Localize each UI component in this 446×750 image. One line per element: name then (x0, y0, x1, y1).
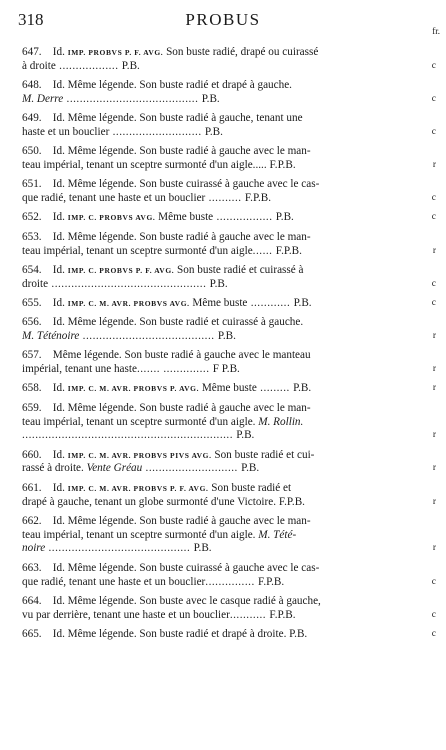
rarity-mark: c (431, 609, 436, 620)
entry-line (22, 79, 418, 93)
entry-number: 647. (22, 46, 53, 58)
entry-text: Id. (52, 211, 68, 224)
entry-line (22, 562, 418, 576)
rarity-mark: c (431, 93, 436, 104)
leader-dots: ........................... (109, 125, 205, 138)
leader-dots: ...... (252, 244, 276, 257)
entry-number: 653. (22, 230, 53, 243)
entry-text: P.B. (293, 296, 312, 309)
entry-text: F.P.B. (278, 495, 305, 508)
entry-number: 652. (22, 211, 53, 224)
coin-entry (22, 211, 436, 225)
coin-entry (22, 316, 436, 344)
leader-dots: ........................................ (63, 92, 202, 105)
coin-entry (22, 401, 436, 443)
entry-line (22, 609, 418, 623)
rarity-mark: c (431, 60, 436, 71)
entry-line (22, 576, 418, 590)
entry-text: F.P.B. (269, 159, 296, 172)
entry-text: P.B. (236, 429, 255, 442)
leader-dots: ............................................... (48, 277, 210, 290)
leader-dots: ........................................ (79, 330, 218, 343)
rarity-mark: r (432, 383, 436, 394)
entry-line (22, 297, 418, 311)
rarity-mark: c (431, 297, 436, 308)
entry-text: Id. Même légende. Son buste radié et cuirassé à gauche. (52, 316, 304, 329)
entry-text: Même buste (189, 296, 248, 309)
entry-text: Même buste (199, 382, 257, 395)
leader-dots: ........................................... (45, 542, 194, 555)
page-number: 318 (18, 10, 44, 29)
entry-line (22, 382, 418, 396)
entry-line (22, 529, 418, 543)
entry-line (22, 416, 418, 430)
entry-line (22, 628, 418, 642)
entry-line (22, 482, 418, 496)
rarity-mark: r (432, 245, 436, 256)
entry-line (22, 515, 418, 529)
entry-text: Id. Même légende. Son buste avec le casque radié à gauche, (52, 594, 321, 607)
entry-text: que radié, tenant une haste et un bouclier (22, 575, 206, 588)
entry-number: 650. (22, 145, 53, 158)
coin-entry (22, 627, 436, 642)
entry-number: 663. (22, 561, 53, 574)
entry-line (22, 402, 418, 416)
rarity-mark: r (432, 331, 436, 342)
entry-number: 649. (22, 112, 53, 125)
entry-text: teau impérial, tenant un sceptre surmonté d'un aigle (22, 244, 253, 257)
entry-line (22, 542, 418, 556)
leader-dots: .......... (205, 192, 245, 205)
provenance-text: M. Téténoire (22, 330, 80, 343)
entry-number: 660. (22, 448, 53, 461)
legend-text: IMP. C. M. AVR. PROBVS PIVS AVG. (67, 450, 212, 460)
entry-line (22, 245, 418, 259)
entry-text: impérial, tenant une haste (22, 363, 137, 376)
legend-text: IMP. C. M. AVR. PROBVS P. F. AVG. (67, 483, 209, 493)
entry-text: teau impérial, tenant un sceptre surmonté d'un aigle. (22, 415, 259, 428)
coin-entry (22, 79, 436, 107)
rarity-mark: r (432, 543, 436, 554)
entry-text: Id. Même légende. Son buste radié à gauche avec le man- (52, 514, 311, 527)
entry-number: 657. (22, 349, 53, 362)
entry-text: P.B. (209, 277, 228, 290)
entry-line (22, 316, 418, 330)
entry-line (22, 595, 418, 609)
coin-list (22, 46, 436, 647)
entry-text: Id. (52, 448, 68, 461)
entry-line (22, 429, 418, 443)
entry-text: Son buste radié et cuirassé à (174, 263, 304, 276)
leader-dots: ............ (247, 296, 294, 309)
provenance-text: Vente Gréau (86, 462, 143, 475)
entry-number: 655. (22, 296, 53, 309)
coin-entry (22, 382, 436, 396)
entry-number: 661. (22, 481, 53, 494)
entry-text: F.P.B. (244, 192, 272, 205)
entry-text: P.B. (241, 462, 260, 475)
entry-number: 651. (22, 178, 53, 191)
legend-text: IMP. C. M. AVR. PROBVS AVG. (67, 298, 190, 308)
entry-text: teau impérial, tenant un sceptre surmonté d'un aigle..... (22, 159, 270, 172)
coin-entry (22, 349, 436, 377)
entry-text: Id. (52, 46, 68, 58)
entry-line (22, 449, 418, 463)
entry-text: Id. Même légende. Son buste radié et drapé à droite. P.B. (52, 627, 308, 640)
leader-dots: ....... .............. (136, 363, 213, 376)
rarity-mark: r (432, 496, 436, 507)
entry-line (22, 496, 418, 510)
page-title: PROBUS (185, 10, 261, 29)
entry-line (22, 363, 418, 377)
entry-number: 656. (22, 316, 53, 329)
legend-text: IMP. C. PROBVS P. F. AVG. (67, 265, 175, 275)
provenance-text: M. Derre (22, 92, 64, 105)
entry-number: 662. (22, 514, 53, 527)
entry-text: Id. Même légende. Son buste radié à gauche, tenant une (52, 112, 303, 125)
entry-text: vu par derrière, tenant une haste et un bouclier (22, 608, 230, 621)
entry-text: droite (22, 277, 49, 290)
coin-entry (22, 481, 436, 510)
entry-text: Même buste (155, 211, 214, 224)
entry-text: F.P.B. (258, 575, 285, 588)
coin-entry (22, 112, 436, 140)
leader-dots: ............................ (142, 462, 242, 475)
entry-text: Même légende. Son buste radié à gauche avec le manteau (52, 349, 311, 362)
entry-text: P.B. (275, 211, 294, 224)
entry-line (22, 126, 418, 140)
entry-text: Id. (52, 263, 68, 276)
entry-number: 648. (22, 79, 53, 92)
entry-text: Id. Même légende. Son buste cuirassé à gauche avec le cas- (52, 178, 320, 191)
entry-text: teau impérial, tenant un sceptre surmonté d'un aigle. (22, 528, 259, 541)
entry-text: Id. Même légende. Son buste radié à gauche avec le man- (52, 401, 311, 414)
entry-text: P.B. (217, 330, 236, 343)
entry-text: Son buste radié et (208, 481, 292, 494)
entry-line (22, 178, 418, 192)
entry-text: P.B. (204, 125, 223, 138)
entry-line (22, 60, 418, 74)
margin-note: fr. (432, 26, 440, 36)
coin-entry (22, 178, 436, 206)
entry-text: Id. (52, 296, 68, 309)
provenance-text: M. Rollin. (258, 415, 304, 428)
entry-number: 654. (22, 263, 53, 276)
entry-number: 659. (22, 401, 53, 414)
entry-line (22, 349, 418, 363)
coin-entry (22, 561, 436, 590)
entry-text: P.B. (201, 92, 220, 105)
entry-number: 664. (22, 594, 53, 607)
legend-text: IMP. C. PROBVS AVG. (67, 213, 156, 223)
entry-number: 665. (22, 627, 53, 640)
coin-entry (22, 46, 436, 74)
provenance-text: noire (22, 542, 46, 555)
legend-text: IMP. C. M. AVR. PROBVS P. AVG. (67, 384, 200, 394)
entry-number: 658. (22, 382, 53, 395)
legend-text: IMP. PROBVS P. F. AVG. (67, 48, 164, 57)
coin-entry (22, 514, 436, 556)
leader-dots: ................................................................ (22, 429, 237, 442)
entry-line (22, 264, 418, 278)
entry-text: P.B. (121, 59, 140, 72)
rarity-mark: r (432, 430, 436, 441)
entry-text: F.P.B. (269, 608, 296, 621)
entry-text: F P.B. (212, 363, 240, 376)
entry-text: à droite (22, 59, 56, 72)
rarity-mark: r (432, 364, 436, 375)
coin-entry (22, 296, 436, 311)
rarity-mark: c (431, 212, 436, 223)
entry-line (22, 330, 418, 344)
entry-text: Id. Même légende. Son buste radié à gauche avec le man- (52, 230, 311, 243)
entry-text: Id. Même légende. Son buste radié à gauche avec le man- (52, 145, 311, 158)
entry-text: Son buste radié et cui- (211, 448, 315, 461)
entry-line (22, 145, 418, 159)
leader-dots: ................. (213, 211, 276, 224)
coin-entry (22, 594, 436, 623)
entry-line (22, 231, 418, 245)
entry-line (22, 278, 418, 292)
rarity-mark: c (431, 628, 436, 639)
entry-text: P.B. (293, 382, 312, 395)
rarity-mark: c (431, 126, 436, 137)
entry-line (22, 192, 418, 206)
entry-text: drapé à gauche, tenant un globe surmonté d'une Victoire. (22, 495, 279, 508)
coin-entry (22, 448, 436, 477)
entry-text: P.B. (193, 542, 212, 555)
entry-text: Id. (52, 481, 68, 494)
rarity-mark: c (431, 576, 436, 587)
entry-text: que radié, tenant une haste et un bouclier (22, 192, 206, 205)
entry-line (22, 112, 418, 126)
leader-dots: ......... (256, 382, 294, 395)
entry-text: Id. (52, 382, 68, 395)
entry-text: Son buste radié, drapé ou cuirassé (163, 46, 319, 58)
entry-text: haste et un bouclier (22, 125, 110, 138)
leader-dots: ........... (229, 608, 270, 621)
entry-line (22, 46, 418, 60)
coin-entry (22, 145, 436, 173)
coin-entry (22, 230, 436, 259)
entry-line (22, 93, 418, 107)
entry-line (22, 462, 418, 476)
entry-line (22, 159, 418, 173)
rarity-mark: c (431, 193, 436, 204)
coin-entry (22, 263, 436, 292)
rarity-mark: r (432, 160, 436, 171)
entry-line (22, 211, 418, 225)
rarity-mark: r (432, 463, 436, 474)
leader-dots: ............... (205, 575, 259, 588)
entry-text: Id. Même légende. Son buste radié et drapé à gauche. (52, 79, 292, 92)
entry-text: F.P.B. (275, 244, 302, 257)
rarity-mark: c (431, 278, 436, 289)
entry-text: rassé à droite. (22, 462, 87, 475)
entry-text: Id. Même légende. Son buste cuirassé à gauche avec le cas- (52, 561, 320, 574)
leader-dots: .................. (55, 59, 122, 72)
page-header (0, 10, 446, 40)
provenance-text: M. Tété- (258, 528, 297, 541)
